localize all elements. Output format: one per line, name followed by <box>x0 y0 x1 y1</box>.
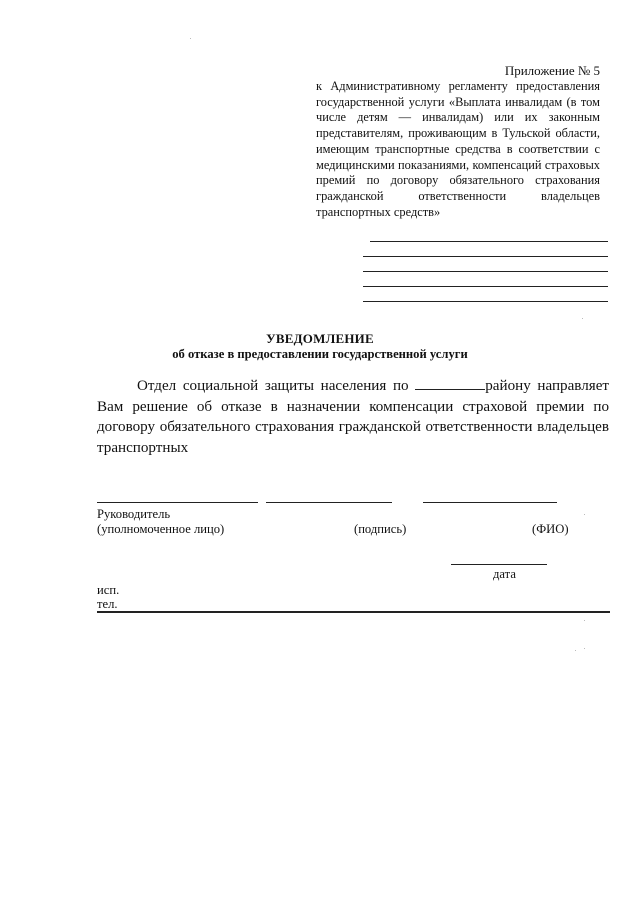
footer-rule <box>97 611 610 613</box>
addressee-line <box>363 256 608 257</box>
full-name-label: (ФИО) <box>532 522 569 536</box>
role-label: Руководитель <box>97 507 171 521</box>
addressee-line <box>363 271 608 272</box>
scan-speck <box>582 318 583 319</box>
signature-label: (подпись) <box>354 522 407 536</box>
document-subtitle: об отказе в предоставлении государственной услуги <box>172 347 468 361</box>
scan-speck <box>584 514 585 515</box>
scan-speck <box>584 648 585 649</box>
addressee-line <box>370 241 608 242</box>
district-blank-line <box>415 375 485 390</box>
notice-body <box>97 375 609 458</box>
date-label: дата <box>493 567 516 581</box>
role-signature-line <box>97 502 258 503</box>
signature-line <box>266 502 392 503</box>
document-title: УВЕДОМЛЕНИЕ <box>266 331 374 346</box>
date-line <box>451 564 547 565</box>
name-line <box>423 502 557 503</box>
addressee-line <box>363 301 608 302</box>
appendix-title: Приложение № 5 <box>504 63 600 78</box>
executor-label: исп. <box>97 583 120 597</box>
phone-label: тел. <box>97 597 118 611</box>
body-text-rest: району направляет Вам решение об отказе в назначении компенсации страховой премии по договору обязательного страхования гражданской ответственности владельцев транспортных <box>97 378 609 456</box>
body-text-start: Отдел социальной защиты населения по <box>137 378 416 394</box>
role-sublabel: (уполномоченное лицо) <box>97 522 225 536</box>
addressee-line <box>363 286 608 287</box>
scan-speck <box>190 38 191 39</box>
scan-speck <box>575 650 576 651</box>
appendix-reference-text: к Административному регламенту предоставления государственной услуги «Выплата инвалидам (в том числе детям — инвалидам) или их законным представителям, проживающим в Тульской области, имеющим транспортные средства в соответствии с медицинскими показаниями, компенсаций страховых премий по договору обязательного страхования гражданской ответственности владельцев транспортных средств» <box>316 79 600 219</box>
scan-speck <box>584 620 585 621</box>
